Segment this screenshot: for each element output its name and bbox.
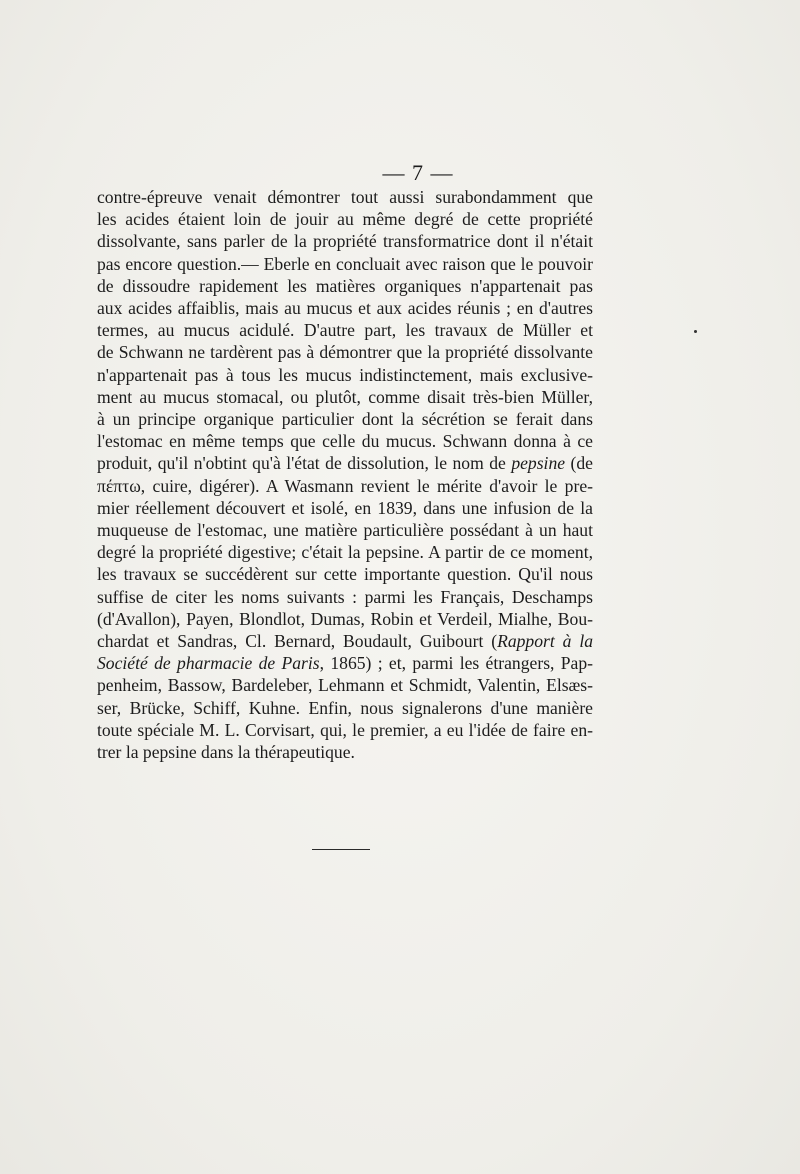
text-line: ser, Brücke, Schiff, Kuhne. Enfin, nous signalerons d'une manière [97, 697, 593, 718]
page-number: — 7 — [382, 160, 454, 185]
text-line: de dissoudre rapidement les matières organiques n'appartenait pas [97, 275, 593, 296]
text-line: penheim, Bassow, Bardeleber, Lehmann et Schmidt, Valentin, Elsæs- [97, 675, 593, 696]
section-divider [312, 849, 370, 850]
text-line: muqueuse de l'estomac, une matière particulière possédant à un haut [97, 520, 593, 541]
text-line: πέπτω, cuire, digérer). A Wasmann revient le mérite d'avoir le pre- [97, 475, 593, 496]
text-line: toute spéciale M. L. Corvisart, qui, le premier, a eu l'idée de faire en- [97, 719, 593, 740]
text-line: termes, au mucus acidulé. D'autre part, les travaux de Müller et [97, 320, 593, 341]
text-line: (d'Avallon), Payen, Blondlot, Dumas, Robin et Verdeil, Mialhe, Bou- [97, 608, 593, 629]
body-paragraph [97, 186, 593, 763]
text-line: n'appartenait pas à tous les mucus indistinctement, mais exclusive- [97, 364, 593, 385]
text-line: aux acides affaiblis, mais au mucus et aux acides réunis ; en d'autres [97, 298, 593, 319]
text-line: l'estomac en même temps que celle du mucus. Schwann donna à ce [97, 431, 593, 452]
text-line: de Schwann ne tardèrent pas à démontrer que la propriété dissolvante [97, 342, 593, 363]
text-line: pas encore question.— Eberle en concluait avec raison que le pouvoir [97, 253, 593, 274]
text-line: à un principe organique particulier dont la sécrétion se ferait dans [97, 409, 593, 430]
text-line: contre-épreuve venait démontrer tout aussi surabondamment que [97, 187, 593, 207]
text-line: suffise de citer les noms suivants : parmi les Français, Deschamps [97, 586, 593, 607]
text-line: les travaux se succédèrent sur cette importante question. Qu'il nous [97, 564, 593, 585]
text-line: Société de pharmacie de Paris, 1865) ; et, parmi les étrangers, Pap- [97, 653, 593, 674]
ink-speck [694, 330, 697, 333]
text-line: produit, qu'il n'obtint qu'à l'état de dissolution, le nom de pepsine (de [97, 453, 593, 474]
text-line: trer la pepsine dans la thérapeutique. [97, 742, 355, 763]
text-line: les acides étaient loin de jouir au même degré de cette propriété [97, 209, 593, 230]
text-line: ment au mucus stomacal, ou plutôt, comme disait très-bien Müller, [97, 386, 593, 407]
text-line: dissolvante, sans parler de la propriété transformatrice dont il n'était [97, 231, 593, 252]
text-line: chardat et Sandras, Cl. Bernard, Boudault, Guibourt (Rapport à la [97, 631, 594, 652]
text-line: mier réellement découvert et isolé, en 1839, dans une infusion de la [97, 497, 593, 518]
text-line: degré la propriété digestive; c'était la pepsine. A partir de ce moment, [97, 542, 593, 563]
